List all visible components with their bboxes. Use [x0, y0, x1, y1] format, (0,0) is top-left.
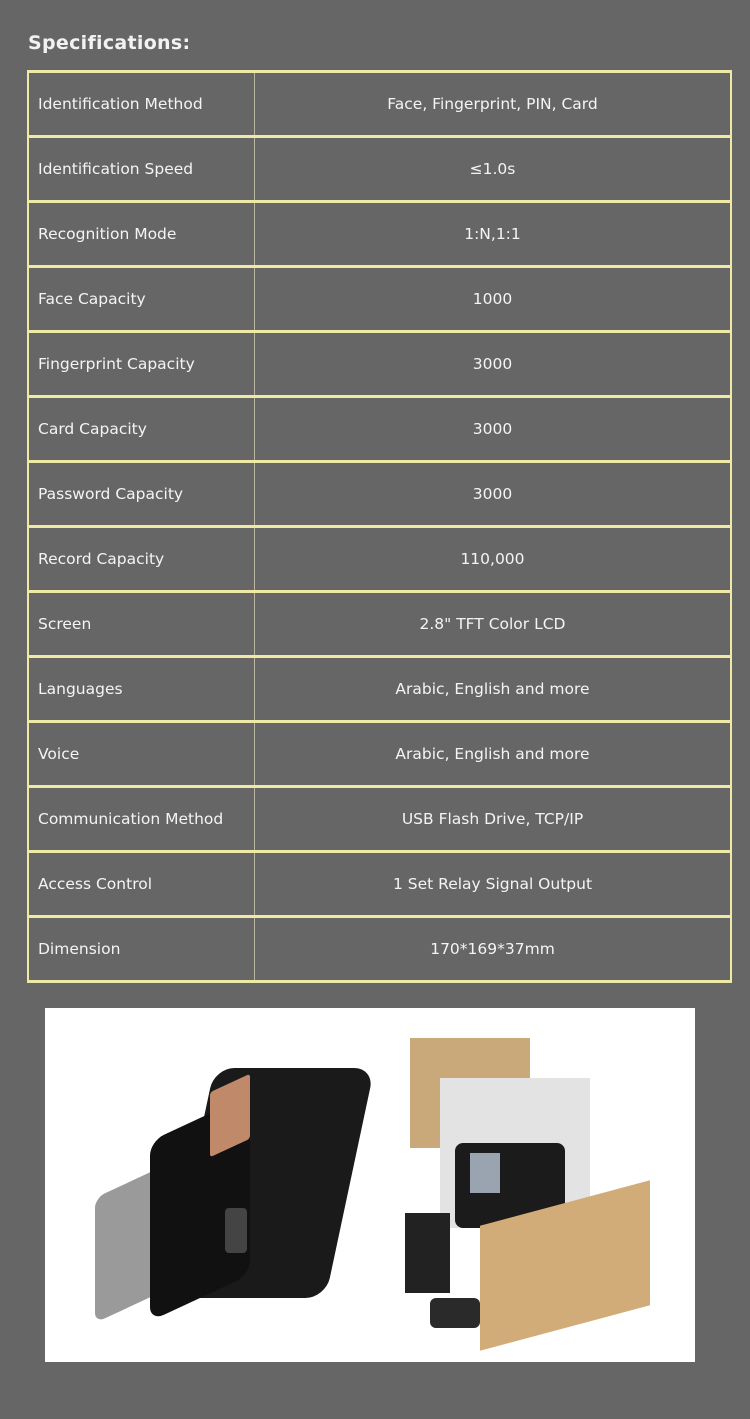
- spec-row: [29, 723, 730, 788]
- spec-value: USB Flash Drive, TCP/IP: [401, 810, 584, 828]
- spec-label: Fingerprint Capacity: [29, 333, 255, 395]
- spec-value: 3000: [472, 420, 513, 438]
- spec-row: [29, 658, 730, 723]
- spec-value: 1000: [472, 290, 513, 308]
- spec-value: ≤1.0s: [469, 160, 516, 178]
- spec-row: [29, 398, 730, 463]
- spec-label: Identification Speed: [29, 138, 255, 200]
- spec-label: Dimension: [29, 918, 255, 980]
- spec-row: [29, 788, 730, 853]
- spec-value: 170*169*37mm: [430, 940, 555, 958]
- spec-label: Face Capacity: [29, 268, 255, 330]
- device-image: [95, 1063, 355, 1313]
- spec-row: [29, 528, 730, 593]
- boxed-device-image: [380, 1028, 650, 1348]
- spec-label: Recognition Mode: [29, 203, 255, 265]
- spec-label: Password Capacity: [29, 463, 255, 525]
- spec-row: [29, 73, 730, 138]
- spec-row: [29, 138, 730, 203]
- product-photo: [45, 1008, 695, 1362]
- spec-label: Identification Method: [29, 73, 255, 135]
- spec-value: 3000: [472, 355, 513, 373]
- spec-label: Record Capacity: [29, 528, 255, 590]
- spec-value: Face, Fingerprint, PIN, Card: [387, 95, 598, 113]
- spec-row: [29, 268, 730, 333]
- spec-row: [29, 853, 730, 918]
- spec-row: [29, 333, 730, 398]
- spec-value: 110,000: [460, 550, 525, 568]
- page-title: Specifications:: [28, 32, 191, 54]
- spec-label: Communication Method: [29, 788, 255, 850]
- spec-value: Arabic, English and more: [395, 680, 590, 698]
- spec-row: [29, 918, 730, 983]
- spec-row: [29, 593, 730, 658]
- spec-label: Languages: [29, 658, 255, 720]
- spec-row: [29, 463, 730, 528]
- spec-value: Arabic, English and more: [395, 745, 590, 763]
- spec-value: 3000: [472, 485, 513, 503]
- spec-value: 1:N,1:1: [464, 225, 521, 243]
- spec-table: [27, 70, 732, 983]
- spec-label: Card Capacity: [29, 398, 255, 460]
- spec-value: 2.8" TFT Color LCD: [419, 615, 566, 633]
- spec-row: [29, 203, 730, 268]
- spec-label: Screen: [29, 593, 255, 655]
- spec-label: Voice: [29, 723, 255, 785]
- spec-label: Access Control: [29, 853, 255, 915]
- spec-value: 1 Set Relay Signal Output: [392, 875, 593, 893]
